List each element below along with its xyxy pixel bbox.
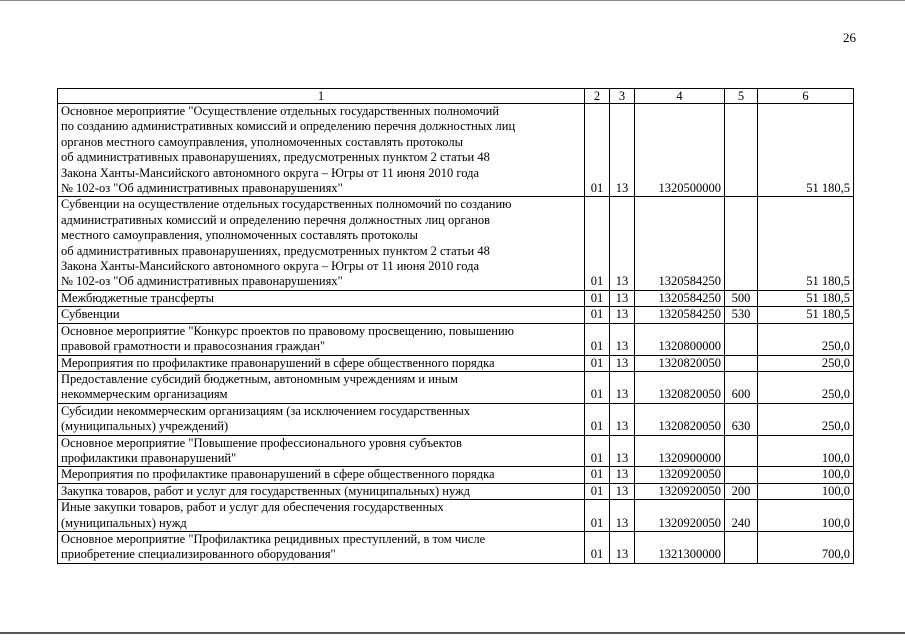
amount: 250,0	[758, 371, 854, 403]
table-row	[58, 435, 854, 467]
amount: 51 180,5	[758, 197, 854, 290]
target-article-code: 1320920050	[635, 467, 725, 483]
row-description	[58, 104, 585, 197]
target-article-code: 1320920050	[635, 483, 725, 499]
description-line: (муниципальных) учреждений)	[61, 419, 229, 434]
section-code: 01	[585, 483, 610, 499]
header-col-1: 1	[58, 89, 585, 104]
expense-type-code	[725, 467, 758, 483]
description-line: Закупка товаров, работ и услуг для государственных (муниципальных) нужд	[61, 483, 471, 498]
header-col-4: 4	[635, 89, 725, 104]
row-description	[58, 467, 585, 483]
expense-type-code	[725, 197, 758, 290]
row-description	[58, 307, 585, 323]
page-number: 26	[843, 30, 856, 45]
section-code: 01	[585, 403, 610, 435]
expense-type-code: 630	[725, 403, 758, 435]
row-description	[58, 531, 585, 563]
table-row	[58, 403, 854, 435]
expense-type-code: 600	[725, 371, 758, 403]
table-row	[58, 500, 854, 532]
description-line: Субсидии некоммерческим организациям (за исключением государственных	[61, 403, 471, 418]
amount: 51 180,5	[758, 307, 854, 323]
amount: 700,0	[758, 531, 854, 563]
row-description	[58, 355, 585, 371]
section-code: 01	[585, 290, 610, 306]
row-description	[58, 500, 585, 532]
amount: 100,0	[758, 435, 854, 467]
section-code: 01	[585, 371, 610, 403]
section-code: 01	[585, 435, 610, 467]
expense-type-code	[725, 531, 758, 563]
subsection-code: 13	[610, 355, 635, 371]
target-article-code: 1320900000	[635, 435, 725, 467]
row-description	[58, 371, 585, 403]
description-line: Мероприятия по профилактике правонарушений в сфере общественного порядка	[61, 467, 495, 482]
subsection-code: 13	[610, 500, 635, 532]
row-description	[58, 403, 585, 435]
section-code: 01	[585, 467, 610, 483]
description-line: № 102-оз "Об административных правонарушениях"	[61, 274, 343, 289]
expense-type-code: 500	[725, 290, 758, 306]
target-article-code: 1320820050	[635, 403, 725, 435]
subsection-code: 13	[610, 403, 635, 435]
table-row	[58, 371, 854, 403]
table-row	[58, 290, 854, 306]
subsection-code: 13	[610, 323, 635, 355]
target-article-code: 1320584250	[635, 197, 725, 290]
description-line: некоммерческим организациям	[61, 387, 228, 402]
target-article-code: 1320820050	[635, 371, 725, 403]
row-description	[58, 435, 585, 467]
section-code: 01	[585, 500, 610, 532]
description-line: местного самоуправления, уполномоченных составлять протоколы	[61, 228, 418, 243]
subsection-code: 13	[610, 104, 635, 197]
section-code: 01	[585, 355, 610, 371]
description-line: Мероприятия по профилактике правонарушений в сфере общественного порядка	[61, 355, 495, 370]
expense-type-code	[725, 323, 758, 355]
scan-edge-bottom	[0, 632, 905, 634]
subsection-code: 13	[610, 483, 635, 499]
header-col-5: 5	[725, 89, 758, 104]
description-line: административных комиссий и определению перечня должностных лиц органов	[61, 212, 490, 227]
description-line: Закона Ханты-Мансийского автономного округа – Югры от 11 июня 2010 года	[61, 165, 480, 180]
row-description	[58, 290, 585, 306]
row-description	[58, 323, 585, 355]
expense-type-code: 240	[725, 500, 758, 532]
header-col-2: 2	[585, 89, 610, 104]
description-line: приобретение специализированного оборудования"	[61, 547, 336, 562]
expense-type-code	[725, 435, 758, 467]
amount: 250,0	[758, 403, 854, 435]
scan-edge-top	[0, 0, 905, 1]
target-article-code: 1321300000	[635, 531, 725, 563]
description-line: Закона Ханты-Мансийского автономного округа – Югры от 11 июня 2010 года	[61, 259, 480, 274]
amount: 51 180,5	[758, 290, 854, 306]
section-code: 01	[585, 323, 610, 355]
table-row	[58, 483, 854, 499]
description-line: Межбюджетные трансферты	[61, 290, 215, 305]
description-line: органов местного самоуправления, уполномоченных составлять протоколы	[61, 134, 463, 149]
table-row	[58, 531, 854, 563]
subsection-code: 13	[610, 197, 635, 290]
target-article-code: 1320584250	[635, 307, 725, 323]
expense-type-code: 530	[725, 307, 758, 323]
description-line: об административных правонарушениях, предусмотренных пунктом 2 статьи 48	[61, 150, 490, 165]
amount: 250,0	[758, 323, 854, 355]
target-article-code: 1320800000	[635, 323, 725, 355]
amount: 250,0	[758, 355, 854, 371]
description-line: (муниципальных) нужд	[61, 515, 187, 530]
row-description	[58, 483, 585, 499]
description-line: об административных правонарушениях, предусмотренных пунктом 2 статьи 48	[61, 243, 490, 258]
target-article-code: 1320500000	[635, 104, 725, 197]
table-row	[58, 355, 854, 371]
subsection-code: 13	[610, 371, 635, 403]
expense-type-code: 200	[725, 483, 758, 499]
table-row	[58, 467, 854, 483]
description-line: № 102-оз "Об административных правонарушениях"	[61, 181, 343, 196]
row-description	[58, 197, 585, 290]
description-line: Субвенции	[61, 307, 120, 322]
description-line: по созданию административных комиссий и определению перечня должностных лиц	[61, 119, 516, 134]
subsection-code: 13	[610, 435, 635, 467]
expense-type-code	[725, 355, 758, 371]
subsection-code: 13	[610, 467, 635, 483]
description-line: Основное мероприятие "Конкурс проектов по правовому просвещению, повышению	[61, 323, 514, 338]
target-article-code: 1320584250	[635, 290, 725, 306]
section-code: 01	[585, 197, 610, 290]
description-line: Иные закупки товаров, работ и услуг для обеспечения государственных	[61, 500, 444, 515]
table-row	[58, 323, 854, 355]
section-code: 01	[585, 307, 610, 323]
amount: 100,0	[758, 500, 854, 532]
table-row	[58, 307, 854, 323]
target-article-code: 1320920050	[635, 500, 725, 532]
description-line: правовой грамотности и правосознания граждан"	[61, 339, 326, 354]
subsection-code: 13	[610, 307, 635, 323]
description-line: Основное мероприятие "Осуществление отдельных государственных полномочий	[61, 104, 500, 118]
amount: 100,0	[758, 483, 854, 499]
target-article-code: 1320820050	[635, 355, 725, 371]
table-header-row	[58, 89, 854, 104]
amount: 100,0	[758, 467, 854, 483]
subsection-code: 13	[610, 290, 635, 306]
description-line: Основное мероприятие "Повышение профессионального уровня субъектов	[61, 435, 462, 450]
section-code: 01	[585, 531, 610, 563]
description-line: профилактики правонарушений"	[61, 450, 237, 465]
table-row	[58, 197, 854, 290]
description-line: Субвенции на осуществление отдельных государственных полномочий по созданию	[61, 197, 512, 212]
expense-type-code	[725, 104, 758, 197]
description-line: Основное мероприятие "Профилактика рецидивных преступлений, в том числе	[61, 531, 486, 546]
header-col-3: 3	[610, 89, 635, 104]
description-line: Предоставление субсидий бюджетным, автономным учреждениям и иным	[61, 371, 458, 386]
header-col-6: 6	[758, 89, 854, 104]
subsection-code: 13	[610, 531, 635, 563]
section-code: 01	[585, 104, 610, 197]
amount: 51 180,5	[758, 104, 854, 197]
table-row	[58, 104, 854, 197]
budget-table	[57, 88, 854, 564]
